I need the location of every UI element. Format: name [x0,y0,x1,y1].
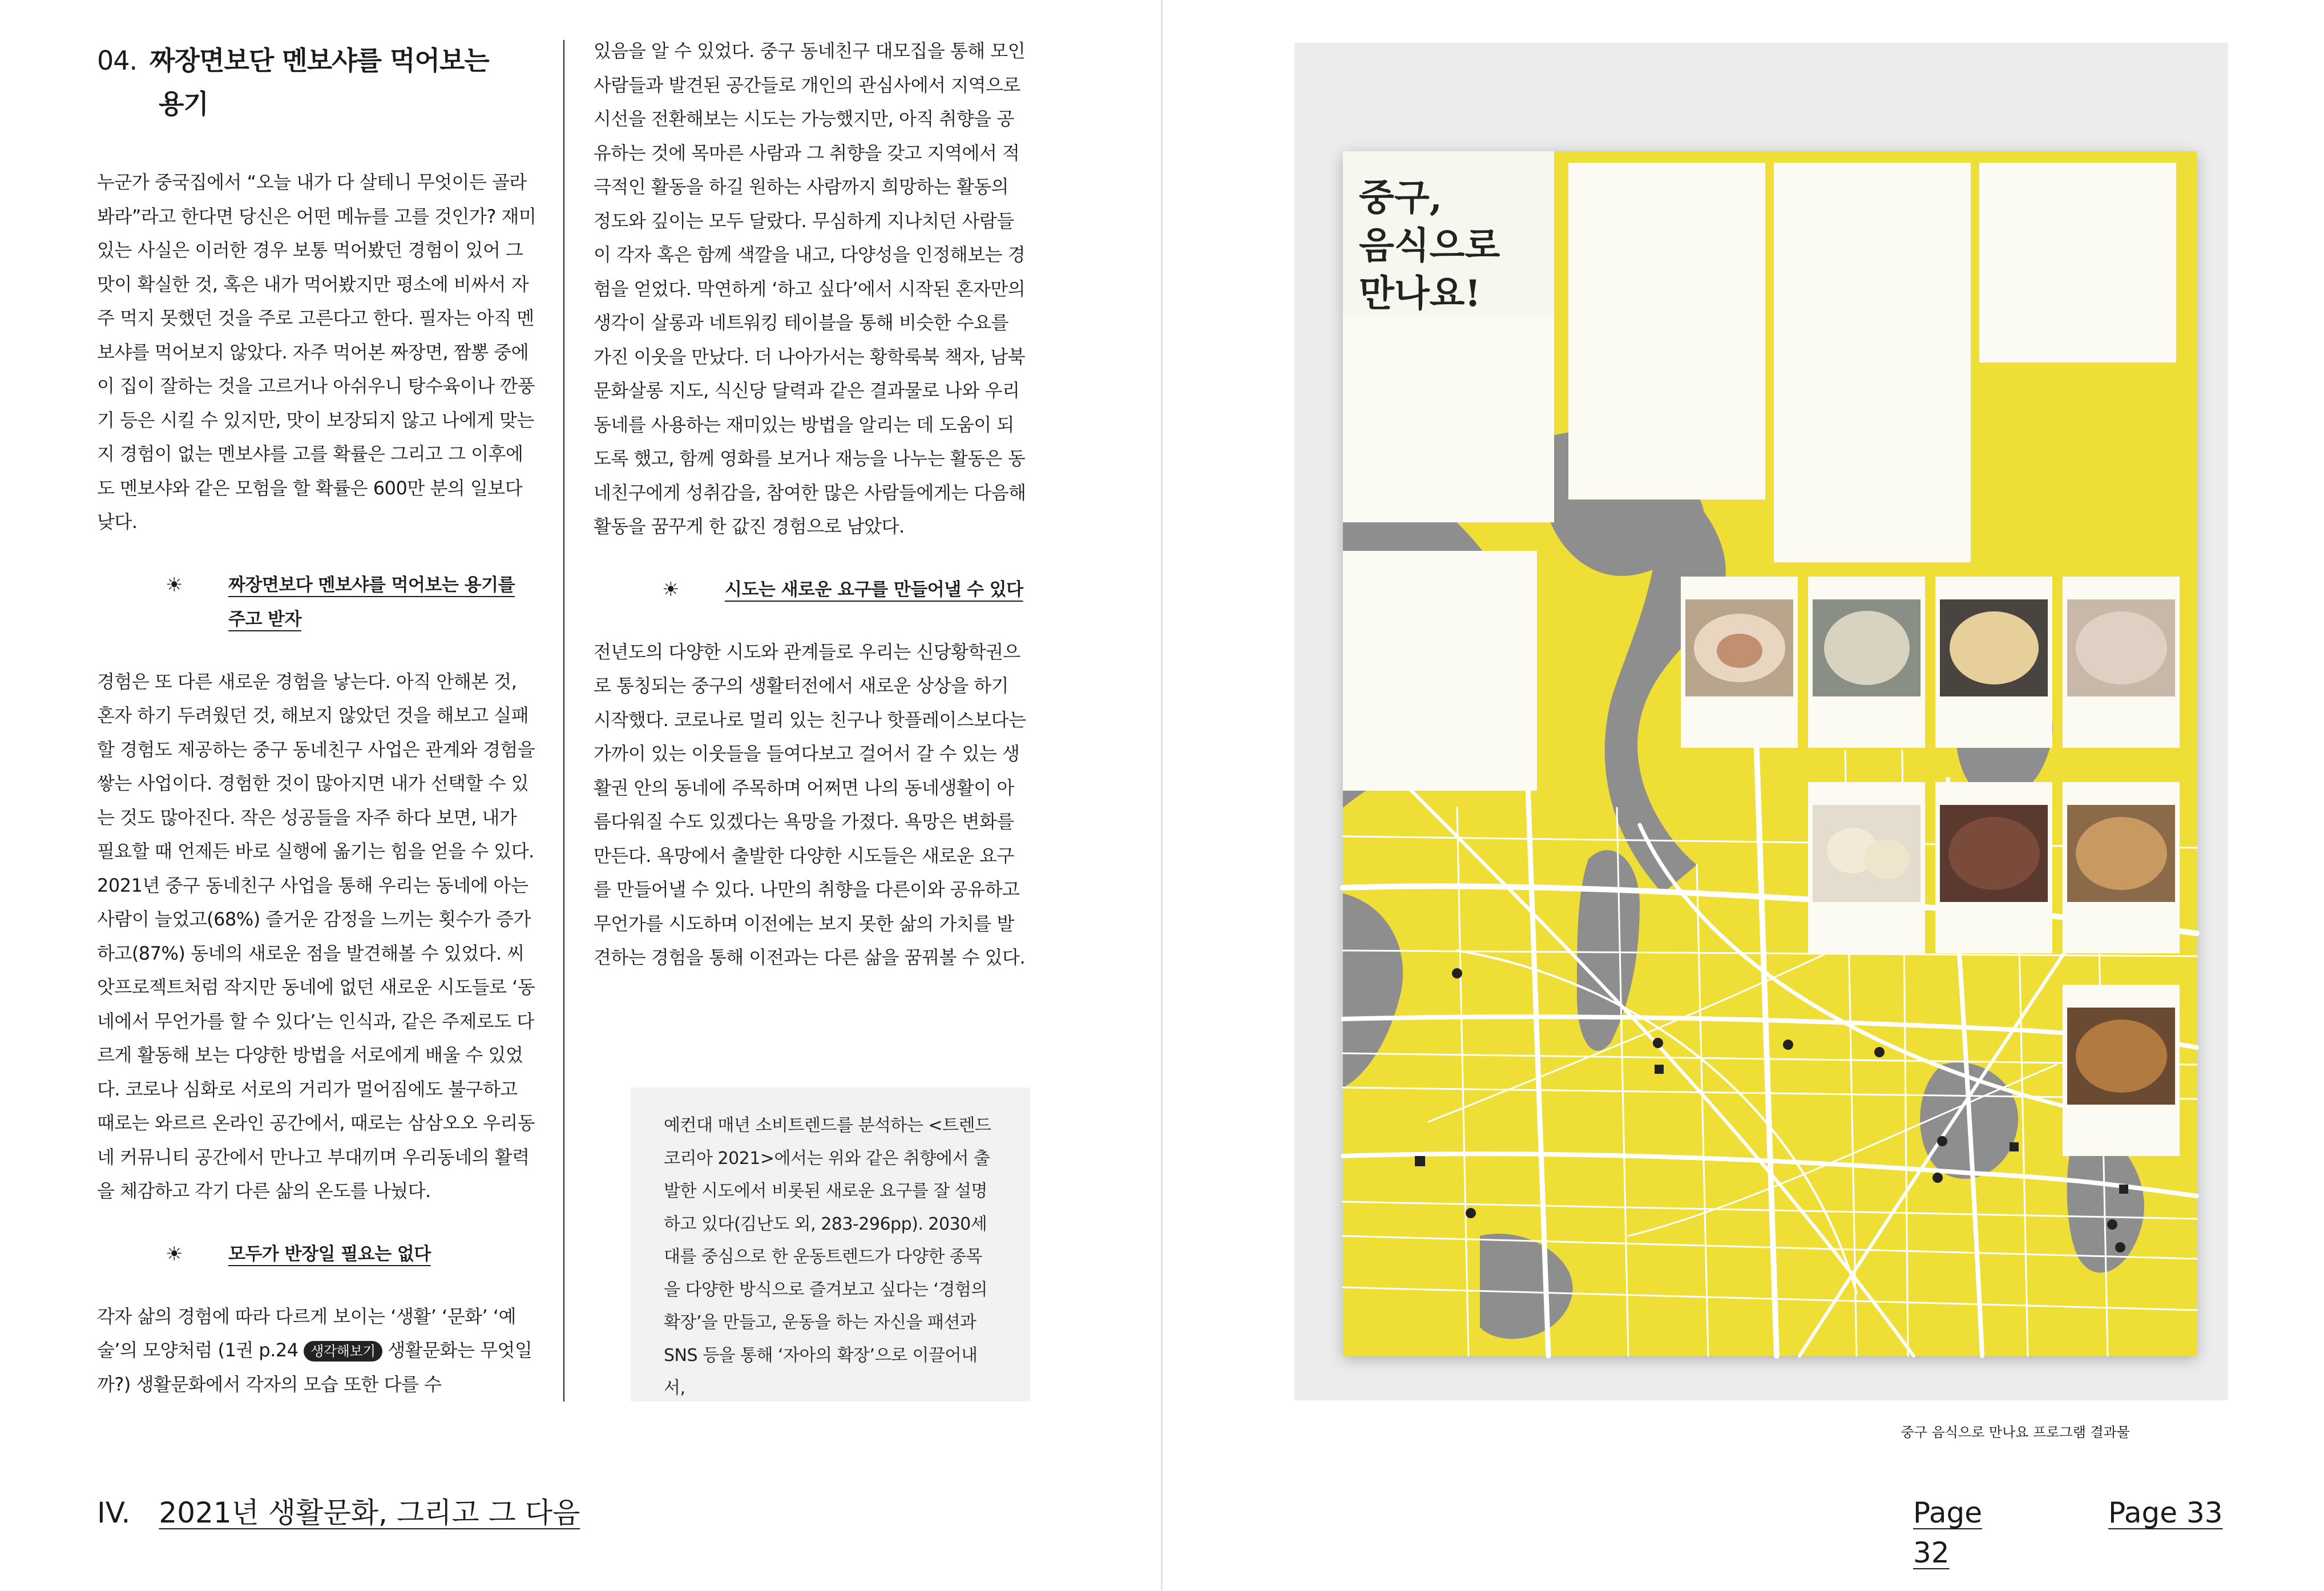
paragraph-3-part-b: 생활문화는 무엇일까?) 생활문화에서 각자의 모습 또한 다를 수 [97,1339,532,1395]
food-card-7 [2063,782,2180,953]
col2-paragraph-1: 있음을 알 수 있었다. 중구 동네친구 대모집을 통해 모인 사람들과 발견된 공간들로 개인의 관심사에서 지역으로 시선을 전환해보는 시도는 가능했지만, 아직 취향을 공유하는 것에 목마른 사람과 그 취향을 갖고 지역에서 적극적인 활동을 하길 원하는 사람까지 희망하는 활동의 정도와 깊이는 모두 달랐다. 무심하게 지나치던 사람들이 각자 혹은 함께 색깔을 내고, 다양성을 인정해보는 경험을 얻었다. 막연하게 ‘하고 싶다’에서 시작된 혼자만의 생각이 살롱과 네트워킹 테이블을 통해 비슷한 수요를 가진 이웃을 만났다. 더 나아가서는 황학룩북 책자, 남북문화살롱 지도, 식신당 달력과 같은 결과물로 나와 우리동네를 사용하는 재미있는 방법을 알리는 데 도움이 되도록 했고, 함께 영화를 보거나 재능을 나누는 활동은 동네친구에게 성취감을, 참여한 많은 사람들에게는 다음해 활동을 꿈꾸게 한 값진 경험으로 남았다. [594,40,1026,537]
sun-icon: ☀ [166,1242,183,1266]
poster-participants-panel [1979,163,2176,362]
food-photo-8 [2067,1008,2175,1105]
food-photo-5 [1813,805,1920,902]
text-column-1 [97,166,536,1401]
food-card-6 [1935,782,2052,953]
book-spine [1161,0,1163,1591]
food-photo-2 [1813,599,1920,696]
food-card-5 [1808,782,1925,953]
poster-title-card [1343,151,1554,317]
food-photo-4 [2067,599,2175,696]
poster-intro-panel [1568,163,1765,500]
sun-icon: ☀ [166,573,183,597]
poster-info-block [1343,317,1554,522]
food-card-2 [1808,577,1925,748]
chapter-number: IV. [97,1496,131,1529]
section-number: 04. [97,45,138,76]
food-photo-1 [1685,599,1793,696]
food-map-poster [1343,151,2197,1356]
subheading-2-text: 모두가 반장일 필요는 없다 [228,1243,431,1264]
food-card-1 [1681,577,1798,748]
body-paragraph-2: 경험은 또 다른 새로운 경험을 낳는다. 아직 안해본 것, 혼자 하기 두려웠던 것, 해보지 않았던 것을 해보고 실패할 경험도 제공하는 중구 동네친구 사업은 관계와 경험을 쌓는 사업이다. 경험한 것이 많아지면 내가 선택할 수 있는 것도 많아진다. 작은 성공들을 자주 하다 보면, 내가 필요할 때 언제든 바로 실행에 옮기는 힘을 얻을 수 있다. 2021년 중구 동네친구 사업을 통해 우리는 동네에 아는 사람이 늘었고(68%) 즐거운 감정을 느끼는 횟수가 증가하고(87%) 동네의 새로운 점을 발견해볼 수 있었다. 씨앗프로젝트처럼 작지만 동네에 없던 새로운 시도들로 ‘동네에서 무언가를 할 수 있다’는 인식과, 같은 주제로도 다르게 활동해 보는 다양한 방법을 서로에게 배울 수 있었다. 코로나 심화로 서로의 거리가 멀어짐에도 불구하고 때로는 와르르 온라인 공간에서, 때로는 삼삼오오 우리동네 커뮤니티 공간에서 만나고 부대끼며 우리동네의 활력을 체감하고 각기 다른 삶의 온도를 나눴다. [97,670,535,1202]
photo-caption: 중구 음식으로 만나요 프로그램 결과물 [1901,1424,2130,1440]
intro-paragraph: 누군가 중국집에서 “오늘 내가 다 살테니 무엇이든 골라봐라”라고 한다면 당신은 어떤 메뉴를 고를 것인가? 재미있는 사실은 이러한 경우 보통 먹어봤던 경험이 있어 그 맛이 확실한 것, 혹은 내가 먹어봤지만 평소에 비싸서 자주 먹지 못했던 것을 주로 고른다고 한다. 필자는 아직 멘보샤를 먹어보지 않았다. 자주 먹어본 짜장면, 짬뽕 중에 이 집이 잘하는 것을 고르거나 아쉬우니 탕수육이나 깐풍기 등은 시킬 수 있지만, 맛이 보장되지 않고 나에게 맞는지 경험이 없는 멘보샤를 고를 확률은 그리고 그 이후에도 멘보샤와 같은 모험을 할 확률은 600만 분의 일보다 낮다. [97,171,536,533]
quote-box-text: 예컨대 매년 소비트렌드를 분석하는 <트렌드코리아 2021>에서는 위와 같은 취향에서 출발한 시도에서 비롯된 새로운 요구를 잘 설명하고 있다(김난도 외, 283-296pp). 2030세대를 중심으로 한 운동트렌드가 다양한 종목을 다양한 방식으로 즐겨보고 싶다는 ‘경험의 확장’을 만들고, 운동을 하는 자신을 패션과 SNS 등을 통해 ‘자아의 확장’으로 이끌어내서, [664,1115,991,1398]
quote-box [631,1087,1030,1401]
subheading-3 [594,573,1027,607]
food-photo-6 [1940,805,2048,902]
page-number-right: Page 33 [2108,1496,2223,1529]
heading-line-2: 용기 [159,88,208,119]
col2-paragraph-2: 전년도의 다양한 시도와 관계들로 우리는 신당황학권으로 통칭되는 중구의 생활터전에서 새로운 상상을 하기 시작했다. 코로나로 멀리 있는 친구나 핫플레이스보다는 가까이 있는 이웃들을 들여다보고 걸어서 갈 수 있는 생활권 안의 동네에 주목하며 어쩌면 나의 동네생활이 아름다워질 수도 있겠다는 욕망을 가졌다. 욕망은 변화를 만든다. 욕망에서 출발한 다양한 시도들은 새로운 요구를 만들어낼 수 있다. 나만의 취향을 다른이와 공유하고 무언가를 시도하며 이전에는 보지 못한 삶의 가치를 발견하는 경험을 통해 이전과는 다른 삶을 꿈꿔볼 수 있다. [594,641,1026,968]
poster-places-panel [1343,551,1537,791]
body-paragraph-3 [97,1300,536,1402]
food-photo-3 [1940,599,2048,696]
paragraph-3-part-a: 각자 삶의 경험에 따라 다르게 보이는 ‘생활’ ‘문화’ ‘예술’의 모양처럼 (1권 p.24 [97,1305,516,1361]
page-number-left: Page 32 [1913,1496,1983,1569]
subheading-3-text: 시도는 새로운 요구를 만들어낼 수 있다 [725,579,1023,600]
food-card-8 [2063,985,2180,1156]
food-card-4 [2063,577,2180,748]
poster-photo [1294,43,2228,1440]
chapter-title: 2021년 생활문화, 그리고 그 다음 [159,1496,580,1529]
subheading-2 [97,1237,536,1271]
food-photo-7 [2067,805,2175,902]
column-divider [563,40,564,1401]
subheading-1-text: 짜장면보다 멘보샤를 먹어보는 용기를 주고 받자 [228,574,515,630]
sun-icon: ☀ [662,578,679,601]
footer-left [97,1493,580,1533]
text-column-2 [594,34,1027,975]
food-card-3 [1935,577,2052,748]
heading-line-1: 짜장면보단 멘보샤를 먹어보는 [150,45,489,76]
poster-title: 중구, 음식으로 만나요! [1359,176,1500,315]
poster-restaurant-list [1774,163,1971,562]
think-tag: 생각해보기 [304,1341,382,1362]
sponsor-logos [1377,1304,1777,1333]
subheading-1 [97,568,536,637]
section-heading [97,39,548,126]
